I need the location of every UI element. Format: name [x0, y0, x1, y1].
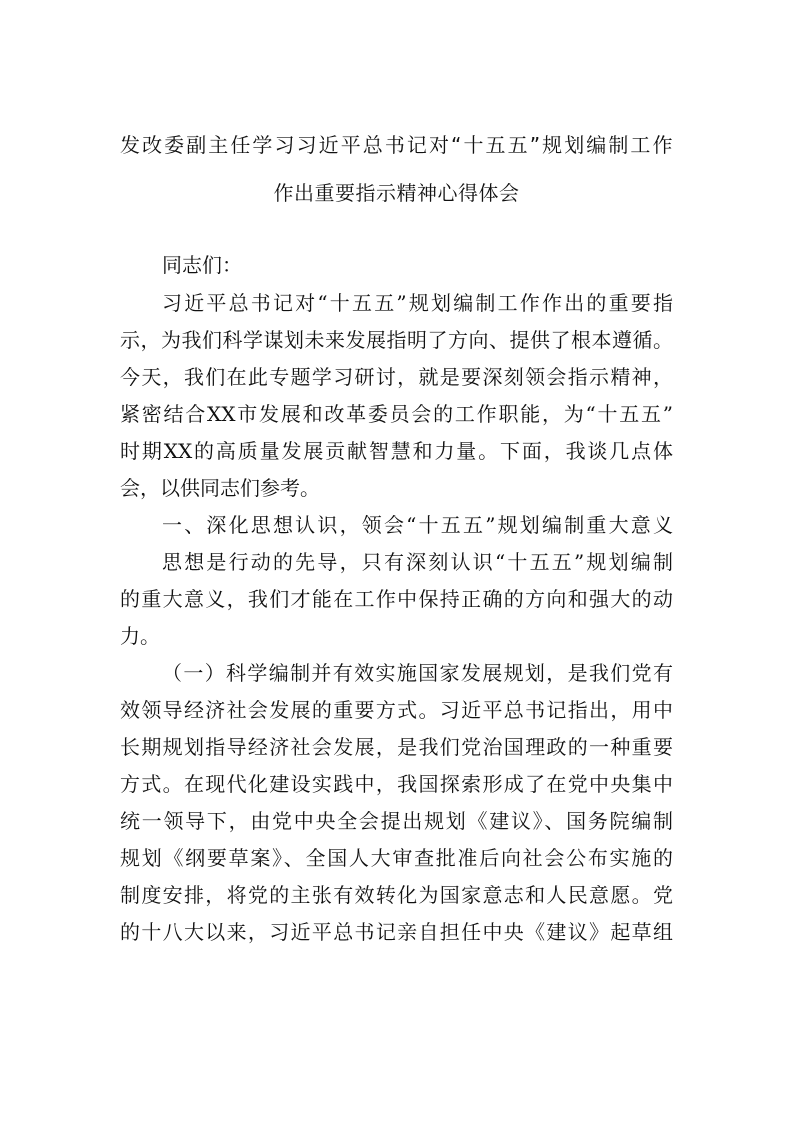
paragraph-1-line-2: 示，为我们科学谋划未来发展指明了方向、提供了根本遵循。 [120, 328, 673, 352]
paragraph-2-line-2: 的重大意义，我们才能在工作中保持正确的方向和强大的动 [120, 587, 673, 611]
paragraph-1-line-5: 时期XX的高质量发展贡献智慧和力量。下面，我谈几点体 [120, 439, 673, 463]
document-title-line-1: 发改委副主任学习习近平总书记对“十五五”规划编制工作 [120, 133, 673, 157]
paragraph-2-line-3: 力。 [120, 624, 160, 648]
paragraph-3-line-3: 长期规划指导经济社会发展，是我们党治国理政的一种重要 [120, 735, 673, 759]
paragraph-3-line-6: 规划《纲要草案》、全国人大审查批准后向社会公布实施的 [120, 846, 673, 870]
section-heading-1: 一、深化思想认识，领会“十五五”规划编制重大意义 [162, 513, 673, 537]
paragraph-2-line-1: 思想是行动的先导，只有深刻认识“十五五”规划编制 [162, 550, 673, 574]
paragraph-1-line-3: 今天，我们在此专题学习研讨，就是要深刻领会指示精神， [120, 365, 673, 389]
paragraph-3-line-5: 统一领导下，由党中央全会提出规划《建议》、国务院编制 [120, 809, 673, 833]
greeting: 同志们： [162, 253, 242, 277]
paragraph-3-line-1: （一）科学编制并有效实施国家发展规划，是我们党有 [162, 661, 673, 685]
paragraph-1-line-4: 紧密结合XX市发展和改革委员会的工作职能，为“十五五” [120, 402, 673, 426]
paragraph-3-line-2: 效领导经济社会发展的重要方式。习近平总书记指出，用中 [120, 698, 673, 722]
document-title-line-2: 作出重要指示精神心得体会 [273, 181, 520, 205]
paragraph-3-line-4: 方式。在现代化建设实践中，我国探索形成了在党中央集中 [120, 772, 673, 796]
paragraph-1-line-6: 会，以供同志们参考。 [120, 476, 320, 500]
paragraph-3-line-7: 制度安排，将党的主张有效转化为国家意志和人民意愿。党 [120, 883, 673, 907]
paragraph-3-line-8: 的十八大以来，习近平总书记亲自担任中央《建议》起草组 [120, 920, 673, 944]
paragraph-1-line-1: 习近平总书记对“十五五”规划编制工作作出的重要指 [162, 291, 673, 315]
